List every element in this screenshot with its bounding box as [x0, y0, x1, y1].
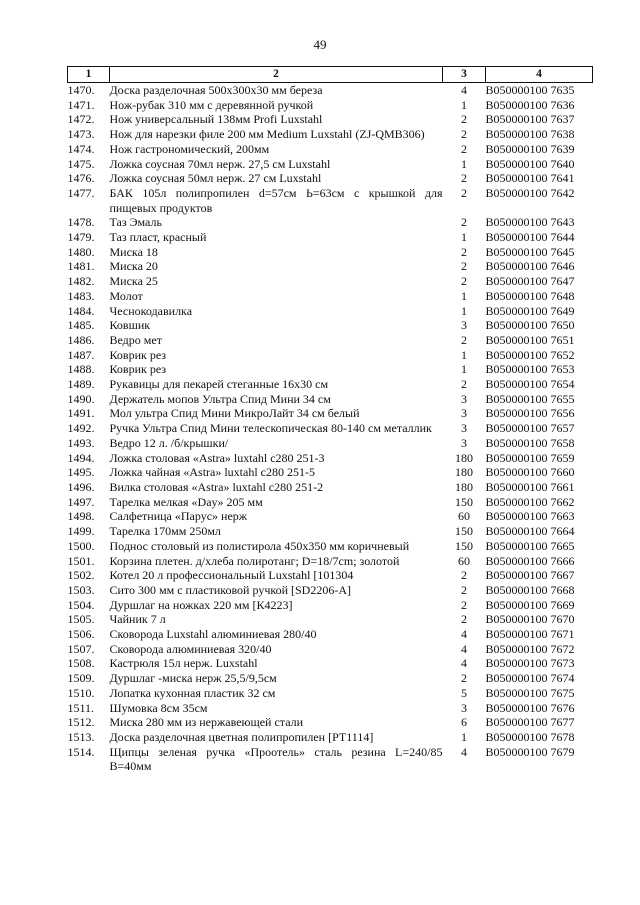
item-quantity: 3 [461, 700, 467, 715]
row-number: 1508. [67, 656, 95, 671]
item-name: Сковорода Luxstahl алюминиевая 280/40 [109, 627, 317, 642]
table-row [68, 333, 593, 348]
inventory-code: В050000100 7674 [485, 671, 575, 686]
header-col-3: 3 [443, 67, 486, 83]
table-header-row [68, 67, 593, 83]
inventory-code: В050000100 7670 [485, 612, 575, 627]
table-row [68, 230, 593, 245]
table-row [68, 83, 593, 98]
row-number: 1511. [67, 700, 95, 715]
item-quantity: 3 [461, 318, 467, 333]
item-quantity: 2 [461, 582, 467, 597]
header-col-2: 2 [110, 67, 443, 83]
table-row [68, 274, 593, 289]
item-name: Тарелка мелкая «Day» 205 мм [109, 494, 263, 509]
item-name: Нож для нарезки филе 200 мм Medium Luxstahl (ZJ-QMB306) [109, 127, 425, 142]
inventory-code: В050000100 7664 [485, 524, 575, 539]
item-quantity: 2 [461, 612, 467, 627]
item-quantity: 2 [461, 127, 467, 142]
inventory-code: В050000100 7642 [485, 185, 575, 200]
table-row [68, 686, 593, 701]
table-row [68, 745, 593, 774]
table-row [68, 554, 593, 569]
table-body [68, 83, 593, 775]
item-name: Чеснокодавилка [109, 303, 193, 318]
inventory-code: В050000100 7662 [485, 494, 575, 509]
item-name: Котел 20 л профессиональный Luxstahl [101304 [109, 568, 354, 583]
inventory-code: В050000100 7675 [485, 685, 575, 700]
item-quantity: 1 [461, 362, 467, 377]
row-number: 1507. [67, 641, 95, 656]
item-name: Ведро 12 л. /б/крышки/ [109, 435, 229, 450]
item-quantity: 4 [461, 656, 467, 671]
inventory-code: В050000100 7673 [485, 656, 575, 671]
item-quantity: 3 [461, 391, 467, 406]
inventory-code: В050000100 7668 [485, 582, 575, 597]
inventory-code: В050000100 7641 [485, 171, 575, 186]
item-quantity: 2 [461, 377, 467, 392]
table-row [68, 348, 593, 363]
item-quantity: 1 [461, 288, 467, 303]
table-row [68, 186, 593, 215]
inventory-code: В050000100 7661 [485, 479, 575, 494]
row-number: 1481. [67, 259, 95, 274]
item-name: Нож универсальный 138мм Profi Luxstahl [109, 112, 323, 127]
table-row [68, 539, 593, 554]
row-number: 1477. [67, 185, 95, 200]
row-number: 1505. [67, 612, 95, 627]
row-number: 1476. [67, 171, 95, 186]
item-quantity: 180 [455, 450, 473, 465]
inventory-code: В050000100 7635 [485, 83, 575, 97]
item-quantity: 1 [461, 729, 467, 744]
inventory-code: В050000100 7679 [485, 744, 575, 759]
row-number: 1512. [67, 715, 95, 730]
item-name: Миска 18 [109, 244, 158, 259]
item-quantity: 4 [461, 627, 467, 642]
table-row [68, 215, 593, 230]
table-row [68, 730, 593, 745]
row-number: 1502. [67, 568, 95, 583]
inventory-code: В050000100 7651 [485, 332, 575, 347]
table-row [68, 495, 593, 510]
item-quantity: 60 [458, 509, 470, 524]
table-row [68, 171, 593, 186]
table-row [68, 318, 593, 333]
header-col-1: 1 [68, 67, 110, 83]
inventory-code: В050000100 7678 [485, 729, 575, 744]
item-name: Тарелка 170мм 250мл [109, 524, 221, 539]
item-name: Сито 300 мм с пластиковой ручкой [SD2206-A] [109, 582, 351, 597]
row-number: 1480. [67, 244, 95, 259]
inventory-code: В050000100 7650 [485, 318, 575, 333]
item-name: Дуршлаг -миска нерж 25,5/9,5см [109, 671, 277, 686]
row-number: 1471. [67, 97, 95, 112]
item-quantity: 2 [461, 244, 467, 259]
item-name: Доска разделочная 500х300х30 мм береза [109, 83, 323, 97]
item-name: Миска 20 [109, 259, 158, 274]
row-number: 1495. [67, 465, 95, 480]
inventory-code: В050000100 7652 [485, 347, 575, 362]
inventory-code: В050000100 7645 [485, 244, 575, 259]
table-row [68, 362, 593, 377]
row-number: 1501. [67, 553, 95, 568]
table-row [68, 142, 593, 157]
inventory-code: В050000100 7656 [485, 406, 575, 421]
item-quantity: 180 [455, 479, 473, 494]
table-row [68, 642, 593, 657]
table-row [68, 524, 593, 539]
row-number: 1484. [67, 303, 95, 318]
item-quantity: 2 [461, 259, 467, 274]
item-quantity: 3 [461, 421, 467, 436]
row-number: 1486. [67, 332, 95, 347]
item-name: Щипцы зеленая ручка «Проотель» сталь резина L=240/85 В=40мм [109, 744, 443, 774]
item-quantity: 2 [461, 112, 467, 127]
item-quantity: 4 [461, 744, 467, 759]
table-row [68, 436, 593, 451]
table-row [68, 289, 593, 304]
inventory-code: В050000100 7640 [485, 156, 575, 171]
header-col-4: 4 [486, 67, 593, 83]
inventory-code: В050000100 7676 [485, 700, 575, 715]
item-name: Поднос столовый из полистирола 450х350 мм коричневый [109, 538, 410, 553]
item-name: Коврик рез [109, 362, 167, 377]
inventory-code: В050000100 7659 [485, 450, 575, 465]
inventory-code: В050000100 7655 [485, 391, 575, 406]
row-number: 1504. [67, 597, 95, 612]
table-row [68, 612, 593, 627]
row-number: 1482. [67, 274, 95, 289]
row-number: 1499. [67, 524, 95, 539]
item-name: Корзина плетен. д/хлеба полиротанг; D=18/7cm; золотой [109, 553, 400, 568]
table-row [68, 259, 593, 274]
table-row [68, 392, 593, 407]
inventory-code: В050000100 7657 [485, 421, 575, 436]
inventory-code: В050000100 7671 [485, 627, 575, 642]
row-number: 1485. [67, 318, 95, 333]
table-row [68, 568, 593, 583]
row-number: 1473. [67, 127, 95, 142]
row-number: 1470. [67, 83, 95, 97]
row-number: 1496. [67, 479, 95, 494]
item-quantity: 2 [461, 568, 467, 583]
table-row [68, 701, 593, 716]
inventory-code: В050000100 7669 [485, 597, 575, 612]
table-row [68, 465, 593, 480]
row-number: 1500. [67, 538, 95, 553]
item-name: Сковорода алюминиевая 320/40 [109, 641, 272, 656]
item-quantity: 4 [461, 83, 467, 97]
item-name: Рукавицы для пекарей стеганные 16х30 см [109, 377, 329, 392]
row-number: 1483. [67, 288, 95, 303]
table-row [68, 157, 593, 172]
row-number: 1510. [67, 685, 95, 700]
table-row [68, 509, 593, 524]
row-number: 1490. [67, 391, 95, 406]
row-number: 1503. [67, 582, 95, 597]
row-number: 1489. [67, 377, 95, 392]
item-name: Миска 280 мм из нержавеющей стали [109, 715, 304, 730]
item-name: Чайник 7 л [109, 612, 166, 627]
item-name: Кастрюля 15л нерж. Luxstahl [109, 656, 258, 671]
item-quantity: 60 [458, 553, 470, 568]
inventory-code: В050000100 7647 [485, 274, 575, 289]
inventory-code: В050000100 7639 [485, 141, 575, 156]
item-quantity: 3 [461, 435, 467, 450]
inventory-code: В050000100 7649 [485, 303, 575, 318]
page-number: 49 [313, 37, 327, 52]
item-name: Нож гастрономический, 200мм [109, 141, 270, 156]
table-row [68, 112, 593, 127]
item-quantity: 2 [461, 671, 467, 686]
item-quantity: 150 [455, 538, 473, 553]
table-row [68, 627, 593, 642]
row-number: 1491. [67, 406, 95, 421]
item-name: Дуршлаг на ножках 220 мм [К4223] [109, 597, 293, 612]
table-row [68, 245, 593, 260]
row-number: 1487. [67, 347, 95, 362]
item-quantity: 1 [461, 303, 467, 318]
row-number: 1492. [67, 421, 95, 436]
item-name: Миска 25 [109, 274, 158, 289]
inventory-code: В050000100 7658 [485, 435, 575, 450]
item-name: Шумовка 8см 35см [109, 700, 208, 715]
table-row [68, 671, 593, 686]
row-number: 1506. [67, 627, 95, 642]
item-name: Таз Эмаль [109, 215, 162, 230]
item-quantity: 1 [461, 156, 467, 171]
item-name: Ложка соусная 50мл нерж. 27 см Luxstahl [109, 171, 322, 186]
table-row [68, 598, 593, 613]
item-quantity: 2 [461, 185, 467, 200]
table-row [68, 451, 593, 466]
item-name: Коврик рез [109, 347, 167, 362]
table-row [68, 377, 593, 392]
row-number: 1479. [67, 230, 95, 245]
item-quantity: 1 [461, 230, 467, 245]
inventory-code: В050000100 7648 [485, 288, 575, 303]
inventory-code: В050000100 7660 [485, 465, 575, 480]
inventory-code: В050000100 7665 [485, 538, 575, 553]
table-row [68, 304, 593, 319]
item-quantity: 6 [461, 715, 467, 730]
row-number: 1475. [67, 156, 95, 171]
item-quantity: 150 [455, 494, 473, 509]
inventory-code: В050000100 7637 [485, 112, 575, 127]
item-quantity: 2 [461, 274, 467, 289]
inventory-code: В050000100 7638 [485, 127, 575, 142]
item-name: Ведро мет [109, 332, 162, 347]
row-number: 1497. [67, 494, 95, 509]
row-number: 1509. [67, 671, 95, 686]
item-quantity: 2 [461, 171, 467, 186]
row-number: 1514. [67, 744, 95, 759]
inventory-code: В050000100 7666 [485, 553, 575, 568]
item-quantity: 2 [461, 141, 467, 156]
item-name: Таз пласт, красный [109, 230, 207, 245]
table-row [68, 656, 593, 671]
item-quantity: 4 [461, 641, 467, 656]
table-row [68, 421, 593, 436]
inventory-code: В050000100 7667 [485, 568, 575, 583]
inventory-code: В050000100 7643 [485, 215, 575, 230]
table-row [68, 583, 593, 598]
item-name: Ложка чайная «Astra» luxtahl с280 251-5 [109, 465, 315, 480]
inventory-code: В050000100 7654 [485, 377, 575, 392]
item-quantity: 2 [461, 597, 467, 612]
row-number: 1488. [67, 362, 95, 377]
item-name: Вилка столовая «Astra» luxtahl с280 251-2 [109, 479, 324, 494]
item-name: Нож-рубак 310 мм с деревянной ручкой [109, 97, 314, 112]
table-row [68, 406, 593, 421]
item-quantity: 1 [461, 347, 467, 362]
item-quantity: 180 [455, 465, 473, 480]
item-name: Держатель мопов Ультра Спид Мини 34 см [109, 391, 331, 406]
inventory-code: В050000100 7663 [485, 509, 575, 524]
row-number: 1478. [67, 215, 95, 230]
table-row [68, 480, 593, 495]
item-name: Лопатка кухонная пластик 32 см [109, 685, 276, 700]
row-number: 1498. [67, 509, 95, 524]
inventory-code: В050000100 7646 [485, 259, 575, 274]
row-number: 1493. [67, 435, 95, 450]
item-name: Мол ультра Спид Мини МикроЛайт 34 см белый [109, 406, 360, 421]
table-row [68, 715, 593, 730]
item-quantity: 3 [461, 406, 467, 421]
item-quantity: 150 [455, 524, 473, 539]
table-row [68, 127, 593, 142]
inventory-code: В050000100 7644 [485, 230, 575, 245]
row-number: 1472. [67, 112, 95, 127]
item-name: БАК 105л полипропилен d=57см Ь=63см с крышкой для пищевых продуктов [109, 185, 443, 215]
item-quantity: 5 [461, 685, 467, 700]
item-name: Молот [109, 288, 143, 303]
row-number: 1494. [67, 450, 95, 465]
inventory-code: В050000100 7672 [485, 641, 575, 656]
item-quantity: 2 [461, 215, 467, 230]
item-quantity: 2 [461, 332, 467, 347]
item-name: Ложка соусная 70мл нерж. 27,5 см Luxstahl [109, 156, 331, 171]
item-name: Доска разделочная цветная полипропилен [РТ1114] [109, 729, 374, 744]
inventory-code: В050000100 7653 [485, 362, 575, 377]
inventory-code: В050000100 7636 [485, 97, 575, 112]
item-name: Ручка Ультра Спид Мини телескопическая 80-140 см металлик [109, 421, 432, 436]
item-quantity: 1 [461, 97, 467, 112]
row-number: 1474. [67, 141, 95, 156]
table-row [68, 98, 593, 113]
item-name: Салфетница «Парус» нерж [109, 509, 248, 524]
item-name: Ковшик [109, 318, 151, 333]
inventory-table [67, 66, 593, 774]
row-number: 1513. [67, 729, 95, 744]
item-name: Ложка столовая «Astra» luxtahl с280 251-3 [109, 450, 325, 465]
inventory-code: В050000100 7677 [485, 715, 575, 730]
